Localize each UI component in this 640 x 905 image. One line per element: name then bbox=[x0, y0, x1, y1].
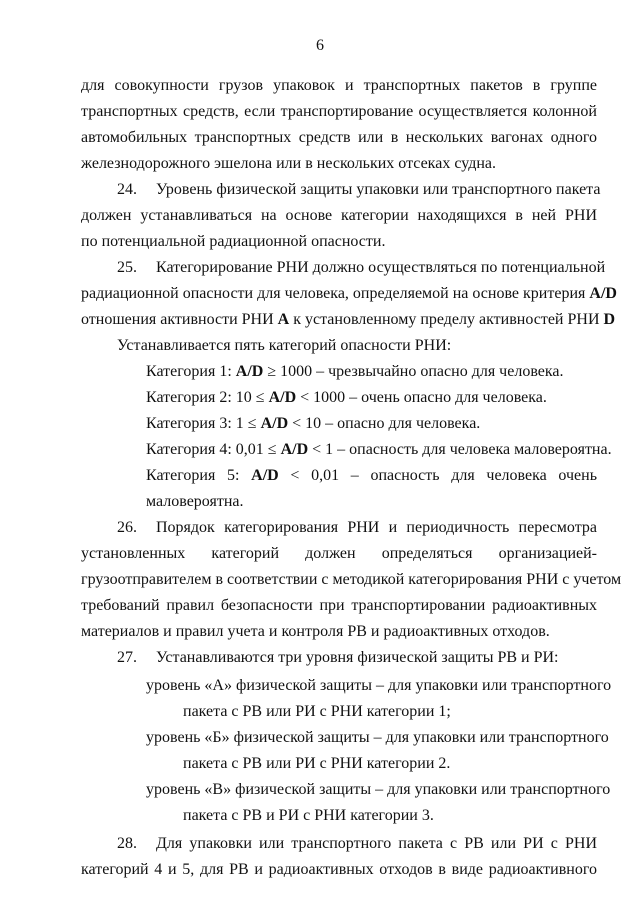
item-number: 25. bbox=[117, 259, 137, 276]
category-line: Категория 4: 0,01 ≤ A/D < 1 – опасность для человека маловероятна. bbox=[146, 441, 612, 458]
text-line: установленных категорий должен определяться организацией- bbox=[81, 545, 597, 562]
text-line: радиационной опасности для человека, определяемой на основе критерия A/D bbox=[81, 285, 617, 302]
category-line: Категория 2: 10 ≤ A/D < 1000 – очень опасно для человека. bbox=[146, 389, 547, 406]
text-line: отношения активности РНИ A к установленному пределу активностей РНИ D bbox=[81, 311, 616, 328]
text-line: Порядок категорирования РНИ и периодичность пересмотра bbox=[156, 519, 597, 536]
text-line: грузоотправителем в соответствии с методикой категорирования РНИ с учетом bbox=[81, 571, 622, 588]
text-line: категорий 4 и 5, для РВ и радиоактивных отходов в виде радиоактивного bbox=[81, 861, 597, 878]
category-line: Категория 3: 1 ≤ A/D < 10 – опасно для человека. bbox=[146, 415, 481, 432]
text-line: Для упаковки или транспортного пакета с РВ или РИ с РНИ bbox=[156, 835, 597, 852]
text-line: транспортных средств, если транспортирование осуществляется колонной bbox=[81, 103, 597, 120]
category-line: маловероятна. bbox=[146, 493, 244, 510]
text-line: требований правил безопасности при транспортировании радиоактивных bbox=[81, 597, 597, 614]
text-line: Устанавливается пять категорий опасности РНИ: bbox=[117, 337, 452, 354]
text-line: по потенциальной радиационной опасности. bbox=[81, 233, 386, 250]
level-line: пакета с РВ или РИ с РНИ категории 1; bbox=[183, 703, 451, 720]
category-line: Категория 5: A/D < 0,01 – опасность для человека очень bbox=[146, 467, 598, 484]
item-number: 24. bbox=[117, 181, 137, 198]
level-line: уровень «В» физической защиты – для упаковки или транспортного bbox=[146, 781, 611, 798]
item-number: 27. bbox=[117, 649, 137, 666]
text-line: Устанавливаются три уровня физической защиты РВ и РИ: bbox=[156, 649, 559, 666]
text-line: должен устанавливаться на основе категории находящихся в ней РНИ bbox=[81, 207, 597, 224]
text-line: Уровень физической защиты упаковки или транспортного пакета bbox=[156, 181, 601, 198]
level-line: пакета с РВ или РИ с РНИ категории 2. bbox=[183, 755, 451, 772]
text-line: железнодорожного эшелона или в нескольких отсеках судна. bbox=[81, 155, 496, 172]
category-line: Категория 1: A/D ≥ 1000 – чрезвычайно опасно для человека. bbox=[146, 363, 564, 380]
level-line: уровень «Б» физической защиты – для упаковки или транспортного bbox=[146, 729, 609, 746]
level-line: пакета с РВ и РИ с РНИ категории 3. bbox=[183, 807, 434, 824]
page-number: 6 bbox=[316, 37, 324, 54]
level-line: уровень «А» физической защиты – для упаковки или транспортного bbox=[146, 677, 612, 694]
text-line: Категорирование РНИ должно осуществляться по потенциальной bbox=[156, 259, 606, 276]
text-line: материалов и правил учета и контроля РВ и радиоактивных отходов. bbox=[81, 623, 550, 640]
item-number: 28. bbox=[117, 835, 137, 852]
text-line: автомобильных транспортных средств или в нескольких вагонах одного bbox=[81, 129, 597, 146]
item-number: 26. bbox=[117, 519, 137, 536]
text-line: для совокупности грузов упаковок и транспортных пакетов в группе bbox=[81, 77, 597, 94]
